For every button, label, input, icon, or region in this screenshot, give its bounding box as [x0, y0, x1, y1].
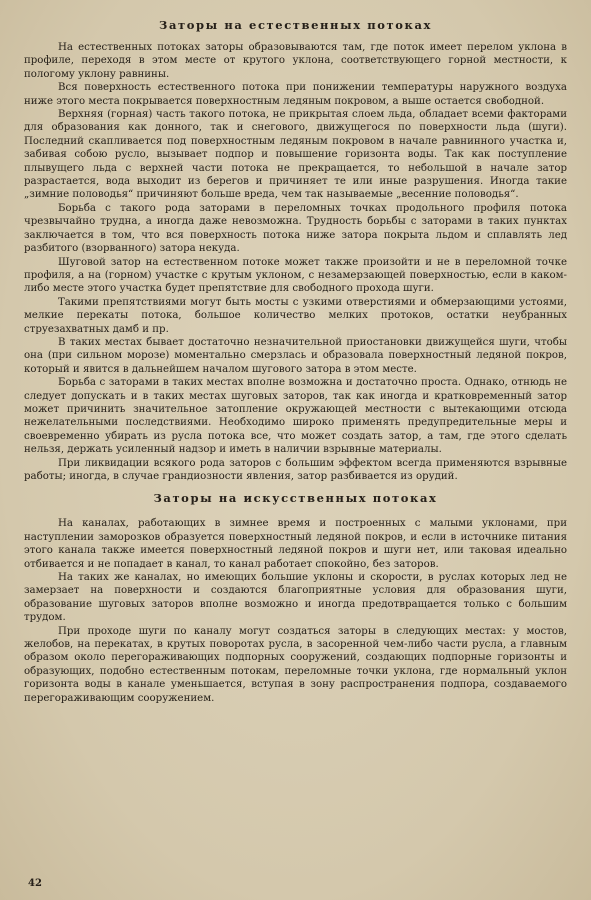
- paragraph: На естественных потоках заторы образовываются там, где поток имеет перелом уклона в профиле, переходя в этом месте от крутого уклона, соответствующего горной местности, к пологому уклону равнины.: [24, 42, 567, 80]
- paragraph: При ликвидации всякого рода заторов с большим эффектом всегда применяются взрывные работы; иногда, в случае грандиозности явления, затор разбивается из орудий.: [24, 457, 567, 482]
- paragraph: Вся поверхность естественного потока при понижении температуры наружного воздуха ниже этого места покрывается поверхностным ледяным покровом, а выше остается свободной.: [24, 82, 567, 107]
- paragraph: Борьба с заторами в таких местах вполне возможна и достаточно проста. Однако, отнюдь не следует допускать и в таких местах шуговых заторов, так как иногда и кратковременный затор может причинить значительное затопление окружающей местности с вытекающими отсюда нежелательными последствиями. Необходимо широко применять предупредительные меры и своевременно убирать из русла потока все, что может создать затор, а там, где этого сделать нельзя, держать усиленный надзор и иметь в наличии взрывные материалы.: [24, 377, 567, 456]
- paragraph: При проходе шуги по каналу могут создаться заторы в следующих местах: у мостов, желобов, на перекатах, в крутых поворотах русла, в засоренной чем-либо части русла, а главным образом около перегораживающих подпорных сооружений, создающих подпорные горизонты и образующих, подобно естественным потокам, переломные точки уклона, где нормальный уклон горизонта воды в канале уменьшается, вступая в зону распространения подпора, создаваемого перегораживающим сооружением.: [24, 625, 567, 704]
- paragraph: Такими препятствиями могут быть мосты с узкими отверстиями и обмерзающими устоями, мелкие перекаты потока, большое количество мелких протоков, остатки неубранных струезахватных дамб и пр.: [24, 296, 567, 335]
- paragraph: На таких же каналах, но имеющих большие уклоны и скорости, в руслах которых лед не замерзает на поверхности и создаются благоприятные условия для образования шуги, образование шуговых заторов вполне возможно и иногда предотвращается только с большим трудом.: [24, 572, 567, 624]
- section-heading-artificial-streams: Заторы на искусственных потоках: [153, 491, 438, 506]
- paragraph: Борьба с такого рода заторами в переломных точках продольного профиля потока чрезвычайно трудна, а иногда даже невозможна. Трудность борьбы с заторами в таких пунктах заключается в том, что вся поверхность потока ниже затора покрыта льдом и сплавлять лед разбитого (взорванного) затора некуда.: [24, 202, 567, 255]
- paragraph: Шуговой затор на естественном потоке может также произойти и не в переломной точке профиля, а на (горном) участке с крутым уклоном, с незамерзающей поверхностью, если в каком-либо месте этого участка будет препятствие для свободного прохода шуги.: [24, 256, 567, 295]
- paragraph: На каналах, работающих в зимнее время и построенных с малыми уклонами, при наступлении заморозков образуется поверхностный ледяной покров, и если в источнике питания этого канала также имеется поверхностный ледяной покров и шуги нет, или таковая идеально отбивается и не попадает в канал, то канал работает спокойно, без заторов.: [24, 518, 567, 570]
- paragraph: В таких местах бывает достаточно незначительной приостановки движущейся шуги, чтобы она (при сильном морозе) моментально смерзлась и образовала поверхностный ледяной покров, который и явится в дальнейшем началом шугового затора в этом месте.: [24, 336, 567, 375]
- paragraph: Верхняя (горная) часть такого потока, не прикрытая слоем льда, обладает всеми факторами для образования как донного, так и снегового, движущегося по поверхности льда (шуги). Последний скапливается под поверхностным ледяным покровом в начале равнинного участка и, забивая собою русло, вызывает подпор и повышение горизонта воды. Так как поступление плывущего льда с верхней части потока не прекращается, то небольшой в начале затор разрастается, вода выходит из берегов и причиняет те или иные разрушения. Иногда такие „зимние половодья“ причиняют больше вреда, чем так называемые „весенние половодья“.: [24, 109, 567, 201]
- section-heading-natural-streams: Заторы на естественных потоках: [159, 18, 432, 32]
- page-number: 42: [28, 878, 42, 889]
